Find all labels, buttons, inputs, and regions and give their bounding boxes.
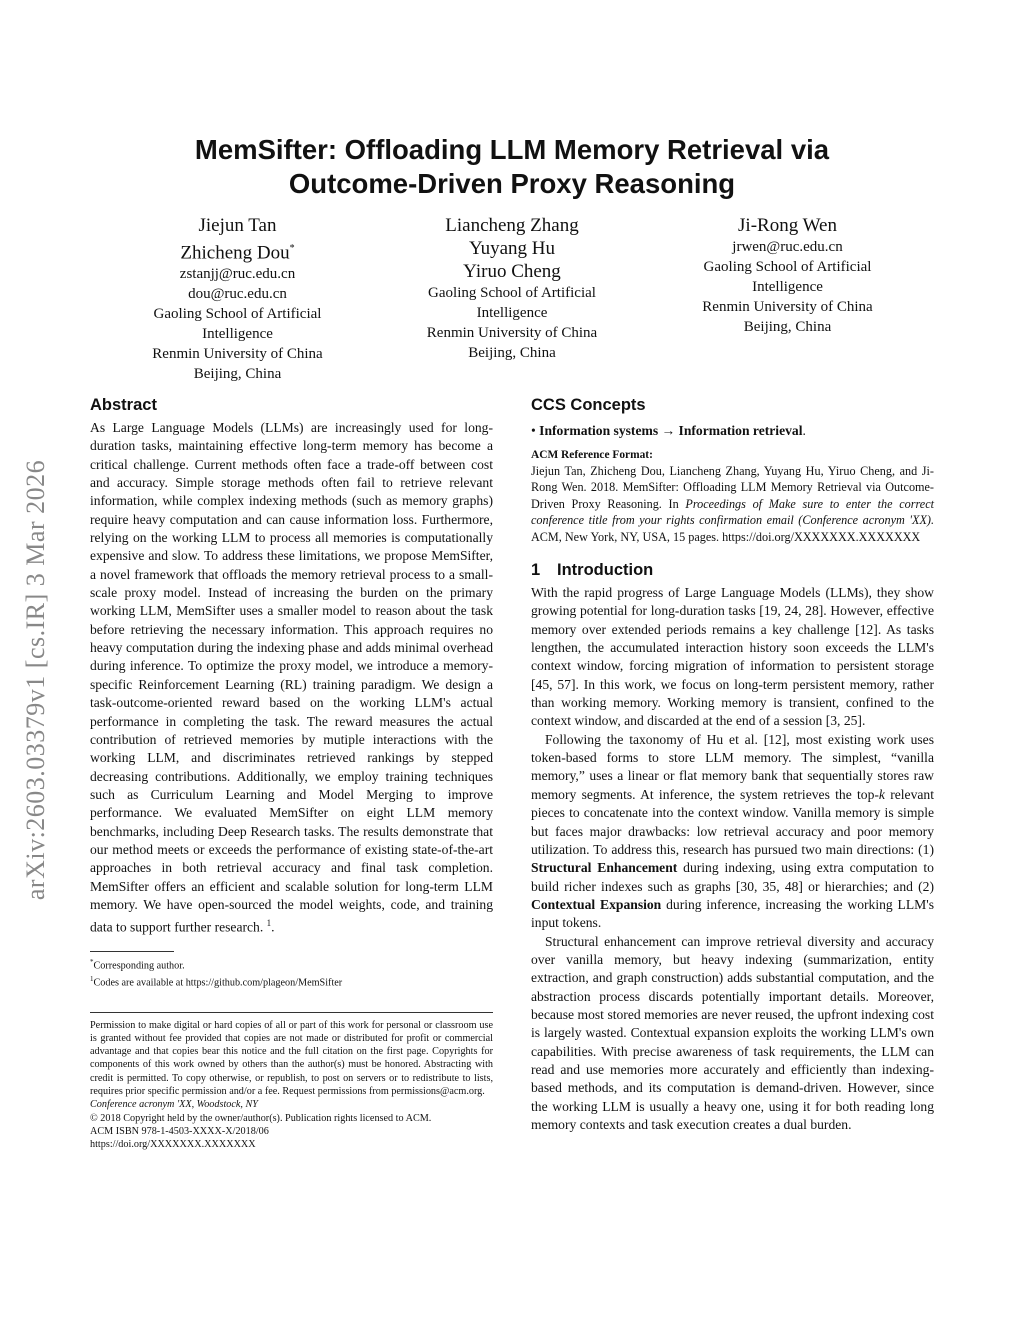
footnote-code (90, 973, 493, 990)
conference-name: Conference acronym 'XX, Woodstock, NY (90, 1099, 258, 1111)
abstract-text (90, 419, 493, 937)
author-name: Yuyang Hu (468, 238, 556, 259)
contextual-expansion-term: Contextual Expansion (531, 896, 662, 912)
author-affiliation: Renmin University of China (152, 346, 323, 363)
intro-paragraph-2 (531, 731, 934, 933)
arxiv-identifier: arXiv:2603.03379v1 [cs.IR] 3 Mar 2026 (21, 459, 50, 901)
doi-link[interactable]: https://doi.org/XXXXXXX.XXXXXXX (90, 1139, 256, 1151)
author-affiliation: Gaoling School of Artificial (153, 306, 322, 323)
author-name: Ji-Rong Wen (738, 215, 837, 236)
author-group-1 (145, 214, 330, 384)
footnote-code-mark: 1 (90, 974, 94, 983)
acm-ref-part-b: ACM, New York, NY, USA, 15 pages. https://doi.org/XXXXXXX.XXXXXXX (531, 529, 921, 544)
footnote-corresponding: *Corresponding author. (90, 958, 185, 972)
arxiv-sidebar-stamp (12, 380, 60, 980)
author-location: Beijing, China (468, 345, 556, 361)
isbn: ACM ISBN 978-1-4503-XXXX-X/2018/06 (90, 1125, 269, 1137)
abstract-heading: Abstract (90, 396, 157, 414)
author-location: Beijing, China (743, 319, 832, 335)
ccs-concepts (531, 422, 934, 440)
intro-p2-k: k (878, 786, 885, 802)
acm-reference-text (531, 463, 934, 545)
author-affiliation: Intelligence (752, 279, 823, 295)
acm-reference-heading: ACM Reference Format: (531, 449, 653, 461)
copyright-notice: © 2018 Copyright held by the owner/author(s). Publication rights licensed to ACM. (90, 1112, 432, 1124)
author-email: zstanjj@ruc.edu.cn (179, 266, 296, 283)
author-block (90, 214, 934, 384)
author-group-3 (690, 214, 885, 337)
author-affiliation: Intelligence (476, 305, 548, 321)
author-affiliation: Intelligence (202, 326, 273, 343)
footnote-corresponding-text: Corresponding author. (93, 960, 185, 972)
author-affiliation: Renmin University of China (702, 299, 873, 315)
ccs-bullet: • (531, 423, 536, 438)
footnote-code-text: Codes are available at https://github.com/plageon/MemSifter (93, 977, 343, 989)
intro-p2-part-a: Following the taxonomy of Hu et al. [12], most existing work uses token-based forms to store LLM memory. The simplest, “vanilla memory,” uses a linear or flat memory bank that sequentially stores raw memory segments. At inference, the system retrieves the top- (531, 731, 934, 802)
ccs-arrow: → (661, 423, 676, 438)
corresponding-mark: * (289, 243, 295, 254)
introduction-heading (531, 559, 934, 581)
author-name: Jiejun Tan (198, 215, 277, 236)
conference-info (90, 1098, 493, 1111)
permission-rule (90, 1012, 493, 1013)
section-title: Introduction (557, 561, 654, 580)
author-affiliation: Gaoling School of Artificial (703, 259, 872, 275)
intro-paragraph-3: Structural enhancement can improve retrieval diversity and accuracy over vanilla memory, but heavy indexing (summarization, entity extraction, and graph construction) adds substantial computation, and the abstraction process discards potentially important details. Moreover, because most stored memories are never reused, the upfront indexing cost is largely wasted. Contextual expansion exploits the working LLM's own capabilities. With precise awareness of task requirements, the LLM can read and use memories more accurately and efficiently than indexing-based methods, and its computation is demand-driven. However, since the working LLM is usually a heavy one, using it for both reading long memory contexts and task execution creates a dual burden. (531, 933, 934, 1132)
title-line-1: MemSifter: Offloading LLM Memory Retrieval via (194, 134, 830, 165)
acm-ref-part-a: Jiejun Tan, Zhicheng Dou, Liancheng Zhang, Yuyang Hu, Yiruo Cheng, and Ji-Rong Wen. 2018. MemSifter: Offloading LLM Memory Retrieval via Outcome-Driven Proxy Reasoning. In (531, 464, 934, 511)
ccs-category: Information systems (539, 423, 659, 438)
structural-enhancement-term: Structural Enhancement (531, 860, 678, 876)
abstract-end: . (271, 919, 275, 935)
ccs-end: . (802, 423, 806, 438)
section-number: 1 (531, 561, 541, 580)
right-column (531, 394, 934, 1134)
intro-p2-part-b: relevant pieces to concatenate into the context window. Vanilla memory is simple but faces major drawbacks: low retrieval accuracy and poor memory utilization. To address this, research has pursued two main directions: (1) (531, 786, 934, 857)
author-name: Yiruo Cheng (463, 261, 561, 282)
author-email: dou@ruc.edu.cn (188, 286, 287, 303)
ccs-heading: CCS Concepts (531, 396, 646, 414)
paper-title (90, 133, 934, 201)
footnote-marker: 1 (266, 918, 272, 929)
permission-notice: Permission to make digital or hard copies of all or part of this work for personal or classroom use is granted without fee provided that copies are not made or distributed for profit or commercial advantage and that copies bear this notice and the full citation on the first page. Copyrights for components of this work owned by others than the author(s) must be honored. Abstracting with credit is permitted. To copy otherwise, or republish, to post on servers or to redistribute to lists, requires prior specific permission and/or a fee. Request permissions from permissions@acm.org. (90, 1019, 493, 1098)
footnote-rule (90, 951, 174, 952)
abstract-body: As Large Language Models (LLMs) are increasingly used for long-duration tasks, maintaining effective long-term memory has become a critical challenge. Current methods often face a trade-off between cost and accuracy. Simple storage methods often fail to retrieve relevant information, while complex indexing methods (such as memory graphs) require heavy computation and can cause information loss. Furthermore, relying on the working LLM to process all memories is computationally expensive and slow. To address these limitations, we propose MemSifter, a novel framework that offloads the memory retrieval process to a small-scale proxy model. Instead of increasing the burden on the primary working LLM, MemSifter uses a smaller model to reason about the task before retrieving the necessary information. This approach requires no heavy computation during the indexing phase and adds minimal overhead during inference. To optimize the proxy model, we introduce a memory-specific Reinforcement Learning (RL) training paradigm. We design a task-outcome-oriented reward based on the working LLM's actual performance in completing the task. The reward measures the actual contribution of retrieved memories by mutiple interactions with the working LLM, and discriminates retrieved rankings by stepped decreasing contributions. Additionally, we employ training techniques such as Curriculum Learning and Model Merging to improve performance. We evaluated MemSifter on eight LLM memory benchmarks, including Deep Research tasks. The results demonstrate that our method meets or exceeds the performance of existing state-of-the-art approaches in both retrieval accuracy and final task completion. MemSifter offers an efficient and scalable solution for long-term LLM memory. We have open-sourced the model weights, code, and training data to support further research. (90, 420, 493, 935)
intro-paragraph-1: With the rapid progress of Large Language Models (LLMs), they show growing potential for long-duration tasks [19, 24, 28]. However, effective memory over extended periods remains a key challenge [12]. As tasks lengthen, the accumulated interaction history soon exceeds the LLM's context window, forcing migration of information to persistent storage [45, 57]. In this work, we focus on long-term persistent memory, rather than working memory. Working memory is transient, confined to the context window, and discarded at the end of a session [3, 25]. (531, 585, 934, 729)
title-line-2: Outcome-Driven Proxy Reasoning (288, 168, 736, 199)
author-email: jrwen@ruc.edu.cn (732, 239, 843, 255)
author-affiliation: Gaoling School of Artificial (428, 285, 596, 301)
author-affiliation: Renmin University of China (426, 325, 598, 341)
ccs-subcategory: Information retrieval (678, 423, 803, 438)
author-location: Beijing, China (193, 366, 282, 383)
intro-p2-part-d: during inference, increasing the working LLM's input tokens. (531, 896, 934, 931)
author-name: Liancheng Zhang (445, 215, 579, 236)
intro-p2-part-c: during indexing, using extra computation to build richer indexes such as graphs [30, 35, 48] or hierarchies; and (2) (531, 860, 934, 894)
author-name: Zhicheng Dou* (180, 242, 295, 264)
author-group-2 (418, 214, 606, 363)
left-column (90, 394, 493, 1152)
acm-ref-proceedings: Proceedings of Make sure to enter the correct conference title from your rights confirmation email (Conference acronym 'XX). (531, 496, 934, 528)
